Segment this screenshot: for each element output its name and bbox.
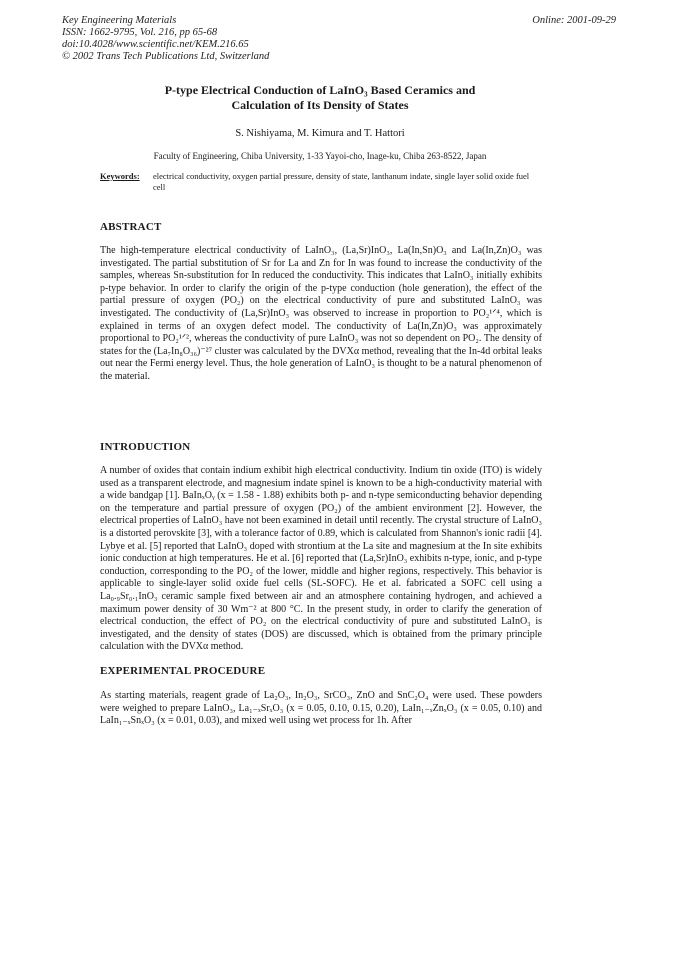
keywords-text: electrical conductivity, oxygen partial pressure, density of state, lanthanum indate, single layer solid oxide fuel cell [153,171,530,192]
introduction-heading: INTRODUCTION [100,441,191,453]
journal-name: Key Engineering Materials [62,15,177,26]
abstract-heading: ABSTRACT [100,221,162,233]
abstract-text: The high-temperature electrical conductivity of LaInO₃, (La,Sr)InO₃, La(In,Sn)O₃ and La(In,Zn)O₃ was investigated. The partial substitution of Sr for La and Zn for In was found to increase the conductivity of the samples, whereas Sn-substitution for In reduced the conductivity. This indicates that LaInO₃ initially exhibits p-type behavior. In order to clarify the origin of the p-type conduction (hole generation), the effect of the partial pressure of oxygen (PO₂) on the electrical conductivity of pure and substituted LaInO₃ was investigated. The conductivity of (La,Sr)InO₃ was observed to increase in proportion to PO₂¹ᐟ⁴, which is explained in terms of an oxygen defect model. The conductivity of La(In,Zn)O₃ was approximately proportional to PO₂¹ᐟ², whereas the conductivity of pure LaInO₃ was not so dependent on PO₂. The density of states for the (La₇In₈O₃₆)⁻²⁷ cluster was calculated by the DVXα method, revealing that the In-4d orbital leaks out near the Fermi energy level. Thus, the hole generation of LaInO₃ is thought to be a natural phenomenon of the material. [100,245,542,382]
issn-line: ISSN: 1662-9795, Vol. 216, pp 65-68 [62,27,218,38]
paper-title [100,83,540,113]
copyright-line: © 2002 Trans Tech Publications Ltd, Switzerland [62,51,270,62]
keywords-label: Keywords: [100,171,140,181]
journal-header [62,15,269,63]
title-line-1: P-type Electrical Conduction of LaInO₃ Based Ceramics and [164,83,476,97]
introduction-text: A number of oxides that contain indium exhibit high electrical conductivity. Indium tin oxide (ITO) is widely used as a transparent electrode, and magnesium indate spinel is known to be a high-conductivity material with a wide bandgap [1]. BaInₓOᵧ (x = 1.58 - 1.88) exhibits both p- and n-type semiconducting behavior depending on the temperature and partial pressure of oxygen (PO₂) of the ambient environment [2]. However, the electrical properties of LaInO₃ have not been examined in detail until recently. The crystal structure of LaInO₃ is a distorted perovskite [3], with a tolerance factor of 0.89, which is calculated from Shannon's ionic radii [4]. Lybye et al. [5] reported that LaInO₃ doped with strontium at the La site and magnesium at the In site exhibits ionic conduction at high temperatures. He et al. [6] reported that (La,Sr)InO₃ exhibits n-type, ionic, and p-type conduction, corresponding to the PO₂ of the lower, middle and higher regions, respectively. This behavior is applicable to single-layer solid oxide fuel cells (SL-SOFC). He et al. fabricated a SOFC cell using a La₀.₉Sr₀.₁InO₃ ceramic sample fixed between air and an atmosphere containing hydrogen, and achieved a maximum power density of 30 Wm⁻² at 800 °C. In the present study, in order to clarify the generation of electrical conduction, the effect of PO₂ on the electrical conductivity of pure and substituted LaInO₃ is investigated, and the density of states (DOS) are discussed, which is obtained from the primary principle calculation with the DVXα method. [100,465,542,653]
keywords-block [100,171,542,193]
experimental-heading: EXPERIMENTAL PROCEDURE [100,665,266,677]
title-line-2: Calculation of Its Density of States [231,98,409,112]
author-list: S. Nishiyama, M. Kimura and T. Hattori [235,128,405,139]
doi-line: doi:10.4028/www.scientific.net/KEM.216.65 [62,39,249,50]
affiliation: Faculty of Engineering, Chiba University, 1-33 Yayoi-cho, Inage-ku, Chiba 263-8522, Japan [153,151,487,161]
experimental-text: As starting materials, reagent grade of La₂O₃, In₂O₃, SrCO₃, ZnO and SnC₂O₄ were used. These powders were weighed to prepare LaInO₃, La₁₋ₓSrₓO₃ (x = 0.05, 0.10, 0.15, 0.20), LaIn₁₋ₓZnₓO₃ (x = 0.05, 0.10) and LaIn₁₋ₓSnₓO₃ (x = 0.01, 0.03), and mixed well using wet process for 1h. After [100,690,542,727]
online-date: Online: 2001-09-29 [532,15,616,26]
